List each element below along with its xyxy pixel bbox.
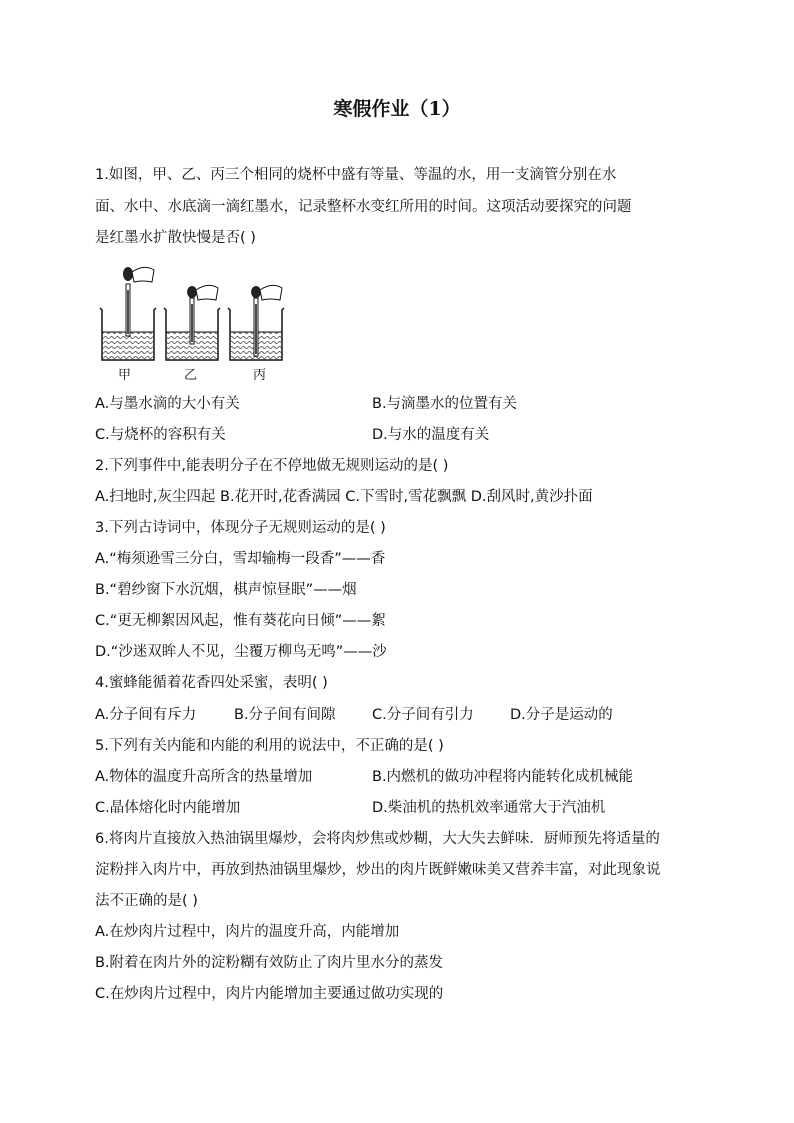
q1-option-d: D.与水的温度有关 [372,427,490,443]
q2-stem: 2.下列事件中,能表明分子在不停地做无规则运动的是( ) [95,458,449,474]
q4-option-b: B.分子间有间隙 [234,707,336,723]
q1-stem-line-2: 面、水中、水底滴一滴红墨水，记录整杯水变红所用的时间。这项活动要探究的问题 [95,199,632,215]
q5-option-d: D.柴油机的热机效率通常大于汽油机 [372,800,606,816]
q2-options: A.扫地时,灰尘四起 B.花开时,花香满园 C.下雪时,雪花飘飘 D.刮风时,黄沙扑面 [95,489,593,505]
q5-option-b: B.内燃机的做功冲程将内能转化成机械能 [372,769,634,785]
q6-stem-line-1: 6.将肉片直接放入热油锅里爆炒，会将肉炒焦或炒糊，大大失去鲜味．厨师预先将适量的 [95,831,660,847]
q5-option-a: A.物体的温度升高所含的热量增加 [95,769,313,785]
beaker-yi [164,285,220,360]
q3-stem: 3.下列古诗词中，体现分子无规则运动的是( ) [95,520,386,536]
q1-stem-line-3: 是红墨水扩散快慢是否( ) [95,230,256,246]
q5-option-c: C.晶体熔化时内能增加 [95,800,241,816]
figure-label-yi: 乙 [184,368,198,383]
beaker-jia [100,267,156,360]
q1-option-b: B.与滴墨水的位置有关 [372,396,518,412]
q3-option-c: C.“更无柳絮因风起，惟有葵花向日倾”——絮 [95,613,386,629]
q1-option-c: C.与烧杯的容积有关 [95,427,226,443]
q3-option-a: A.“梅须逊雪三分白，雪却输梅一段香”——香 [95,551,386,567]
q6-stem-line-3: 法不正确的是( ) [95,893,198,909]
q6-stem-line-2: 淀粉拌入肉片中，再放到热油锅里爆炒，炒出的肉片既鲜嫩味美又营养丰富，对此现象说 [95,862,661,878]
q6-option-b: B.附着在肉片外的淀粉糊有效防止了肉片里水分的蒸发 [95,955,444,971]
q5-stem: 5.下列有关内能和内能的利用的说法中，不正确的是( ) [95,738,444,754]
q1-option-a: A.与墨水滴的大小有关 [95,396,240,412]
q3-option-d: D.“沙迷双眸人不见，尘覆万柳鸟无鸣”——沙 [95,644,387,660]
q6-option-a: A.在炒肉片过程中，肉片的温度升高，内能增加 [95,924,400,940]
q4-option-d: D.分子是运动的 [510,707,613,723]
figure-label-jia: 甲 [118,368,132,383]
beaker-bing [228,285,284,360]
q4-option-c: C.分子间有引力 [372,707,474,723]
q3-option-b: B.“碧纱窗下水沉烟，棋声惊昼眠”——烟 [95,582,357,598]
page-title: 寒假作业（1） [333,98,461,120]
q1-stem-line-1: 1.如图，甲、乙、丙三个相同的烧杯中盛有等量、等温的水，用一支滴管分别在水 [95,167,617,183]
q4-option-a: A.分子间有斥力 [95,707,197,723]
figure-label-bing: 丙 [253,368,267,383]
q4-stem: 4.蜜蜂能循着花香四处采蜜，表明( ) [95,675,328,691]
q6-option-c: C.在炒肉片过程中，肉片内能增加主要通过做功实现的 [95,986,444,1002]
